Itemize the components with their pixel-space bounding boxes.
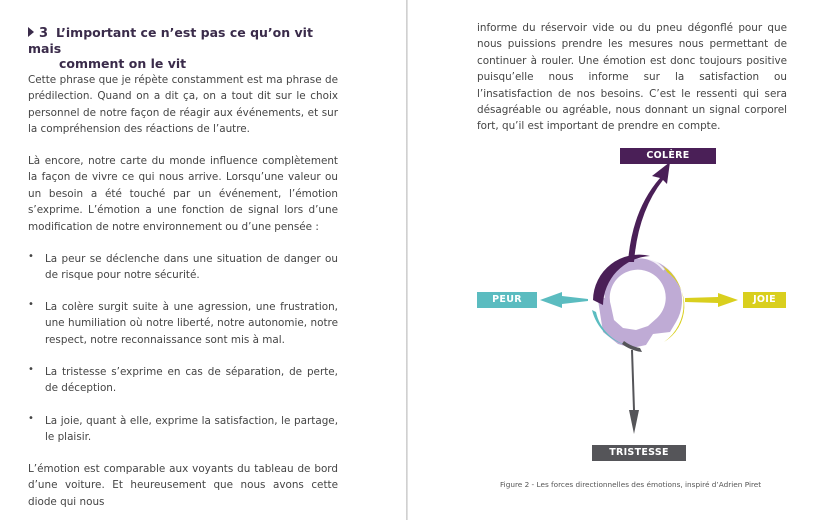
section-number: 3 (39, 26, 49, 41)
paragraph-continued: informe du réservoir vide ou du pneu dégonflé pour que nous puissions prendre les mesures nous permettant de continuer à rouler. Une émotion est donc toujours positive puisqu’elle nous informe sur la satisfaction ou l’insatisfaction de nos besoins. C’est le ressenti qui sera désagréable ou agréable, nous donnant un signal corporel fort, qu’il est important de prendre en compte. (477, 22, 787, 133)
figure-caption: Figure 2 - Les forces directionnelles des émotions, inspiré d’Adrien Piret (500, 480, 762, 489)
paragraph-3: L’émotion est comparable aux voyants du tableau de bord d’une voiture. Et heureusement que nous avons cette diode qui nous (28, 463, 338, 508)
paragraph-1: Cette phrase que je répète constamment est ma phrase de prédilection. Quand on a dit ça, on a tout dit sur le choix personnel de notre façon de réagir aux événements, et sur la compréhension des réactions de l’autre. (28, 74, 338, 136)
anger-arrow (628, 162, 670, 262)
bullet-fear: La peur se déclenche dans une situation de danger ou de risque pour notre sécurité. (45, 253, 338, 282)
bullet-dot-1: • (28, 251, 34, 262)
bullet-joy: La joie, quant à elle, exprime la satisfaction, le partage, le plaisir. (45, 415, 338, 444)
heading-line-1: L’important ce n’est pas ce qu’on vit mais (28, 25, 313, 56)
bullet-anger: La colère surgit suite à une agression, une frustration, une humiliation où notre liberté, notre autonomie, notre respect, notre reconnaissance sont mis à mal. (45, 301, 338, 346)
label-joy: JOIE (743, 292, 786, 308)
bullet-dot-4: • (28, 413, 34, 424)
fear-arrow (540, 292, 588, 308)
heading-line-2: comment on le vit (59, 56, 187, 71)
joy-arrow (685, 293, 738, 307)
bullet-dot-3: • (28, 364, 34, 375)
paragraph-2: Là encore, notre carte du monde influence complètement la façon de vivre ce qui nous arrive. Lorsqu’une valeur ou un besoin a été touché par un événement, l’émotion s’exprime. L’émotion a une fonction de signal lors d’une modification de notre environnement ou d’une pensée : (28, 155, 338, 233)
bullet-sadness: La tristesse s’exprime en cas de séparation, de perte, de déception. (45, 366, 338, 395)
label-sadness: TRISTESSE (592, 445, 686, 461)
label-fear: PEUR (477, 292, 537, 308)
bullet-dot-2: • (28, 299, 34, 310)
label-anger: COLÈRE (620, 148, 716, 164)
sadness-arrow (629, 350, 639, 434)
